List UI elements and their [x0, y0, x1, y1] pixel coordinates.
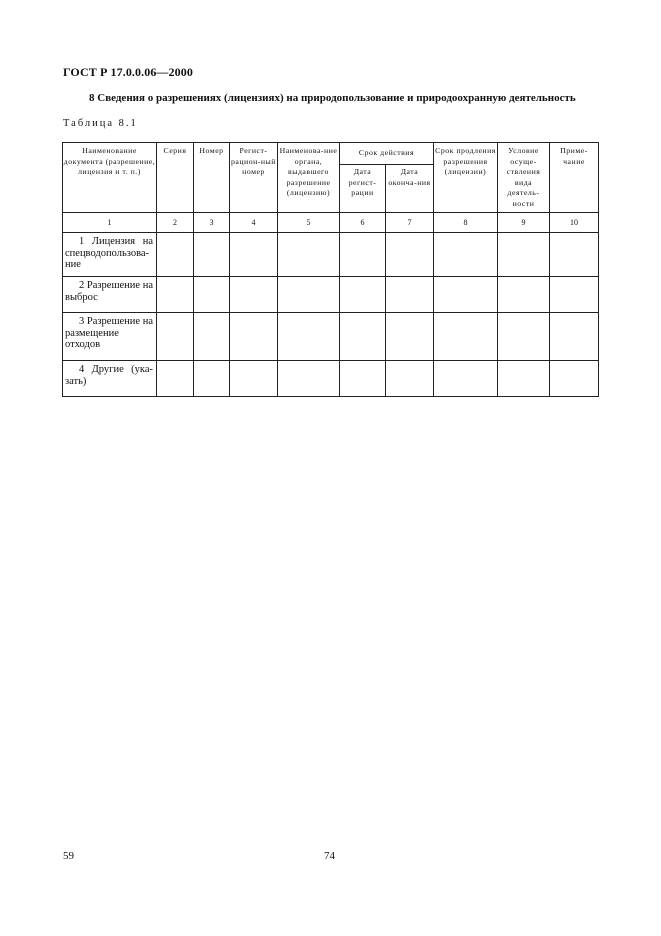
table-cell [230, 233, 278, 277]
table-cell [278, 277, 340, 313]
page-number-center: 74 [324, 850, 335, 862]
table-cell [194, 313, 230, 361]
table-cell [386, 361, 434, 397]
table-cell [157, 361, 194, 397]
table-cell [230, 277, 278, 313]
table-cell [230, 361, 278, 397]
header-series: Серия [157, 143, 194, 213]
column-number: 9 [498, 213, 550, 233]
table-cell [386, 277, 434, 313]
column-number: 1 [63, 213, 157, 233]
table-cell [194, 277, 230, 313]
table-cell [157, 233, 194, 277]
column-number: 10 [550, 213, 599, 233]
header-number: Номер [194, 143, 230, 213]
column-number-row [63, 213, 599, 233]
row-label: 3 Разрешение на размещение отходов [63, 313, 157, 361]
table-cell [340, 233, 386, 277]
table-cell [434, 361, 498, 397]
table-cell [498, 361, 550, 397]
table-row [63, 233, 599, 277]
header-registration-date: Дата регист-рации [340, 165, 386, 213]
document-code: ГОСТ Р 17.0.0.06—2000 [63, 65, 193, 79]
table-cell [498, 313, 550, 361]
table-cell [340, 361, 386, 397]
column-number: 3 [194, 213, 230, 233]
table-row [63, 313, 599, 361]
header-end-date: Дата оконча-ния [386, 165, 434, 213]
table-cell [340, 313, 386, 361]
table-cell [194, 361, 230, 397]
table-cell [386, 313, 434, 361]
section-title: 8 Сведения о разрешениях (лицензиях) на природопользование и природоохранную деятельность [89, 92, 576, 104]
table-cell [386, 233, 434, 277]
column-number: 7 [386, 213, 434, 233]
column-number: 6 [340, 213, 386, 233]
permits-table [62, 142, 599, 397]
table-caption: Таблица 8.1 [63, 118, 138, 129]
row-label: 1 Лицензия на спецводопользова-ние [63, 233, 157, 277]
header-extension-period: Срок продления разрешения (лицензии) [434, 143, 498, 213]
column-number: 8 [434, 213, 498, 233]
table-cell [157, 313, 194, 361]
table-cell [278, 361, 340, 397]
table-row [63, 361, 599, 397]
table-cell [550, 313, 599, 361]
table-cell [278, 233, 340, 277]
table-cell [340, 277, 386, 313]
table-cell [230, 313, 278, 361]
header-registration-number: Регист-рацион-ный номер [230, 143, 278, 213]
header-note: Приме-чание [550, 143, 599, 213]
table-cell [550, 361, 599, 397]
row-label: 4 Другие (ука-зать) [63, 361, 157, 397]
header-issuing-authority: Наименова-ние органа, выдавшего разрешение (лицензию) [278, 143, 340, 213]
header-validity-period: Срок действия [340, 143, 434, 165]
page-number-left: 59 [63, 850, 74, 862]
table-cell [550, 277, 599, 313]
column-number: 4 [230, 213, 278, 233]
table-cell [434, 233, 498, 277]
table-row [63, 277, 599, 313]
header-activity-condition: Условие осуще-ствления вида деятель-ности [498, 143, 550, 213]
header-row-top [63, 143, 599, 165]
table-cell [434, 277, 498, 313]
table-cell [498, 277, 550, 313]
table-cell [157, 277, 194, 313]
column-number: 2 [157, 213, 194, 233]
table-cell [278, 313, 340, 361]
row-label: 2 Разрешение на выброс [63, 277, 157, 313]
table-cell [194, 233, 230, 277]
table-cell [550, 233, 599, 277]
table-cell [434, 313, 498, 361]
column-number: 5 [278, 213, 340, 233]
header-document-name: Наименование документа (разрешение, лицензия и т. п.) [63, 143, 157, 213]
table-cell [498, 233, 550, 277]
